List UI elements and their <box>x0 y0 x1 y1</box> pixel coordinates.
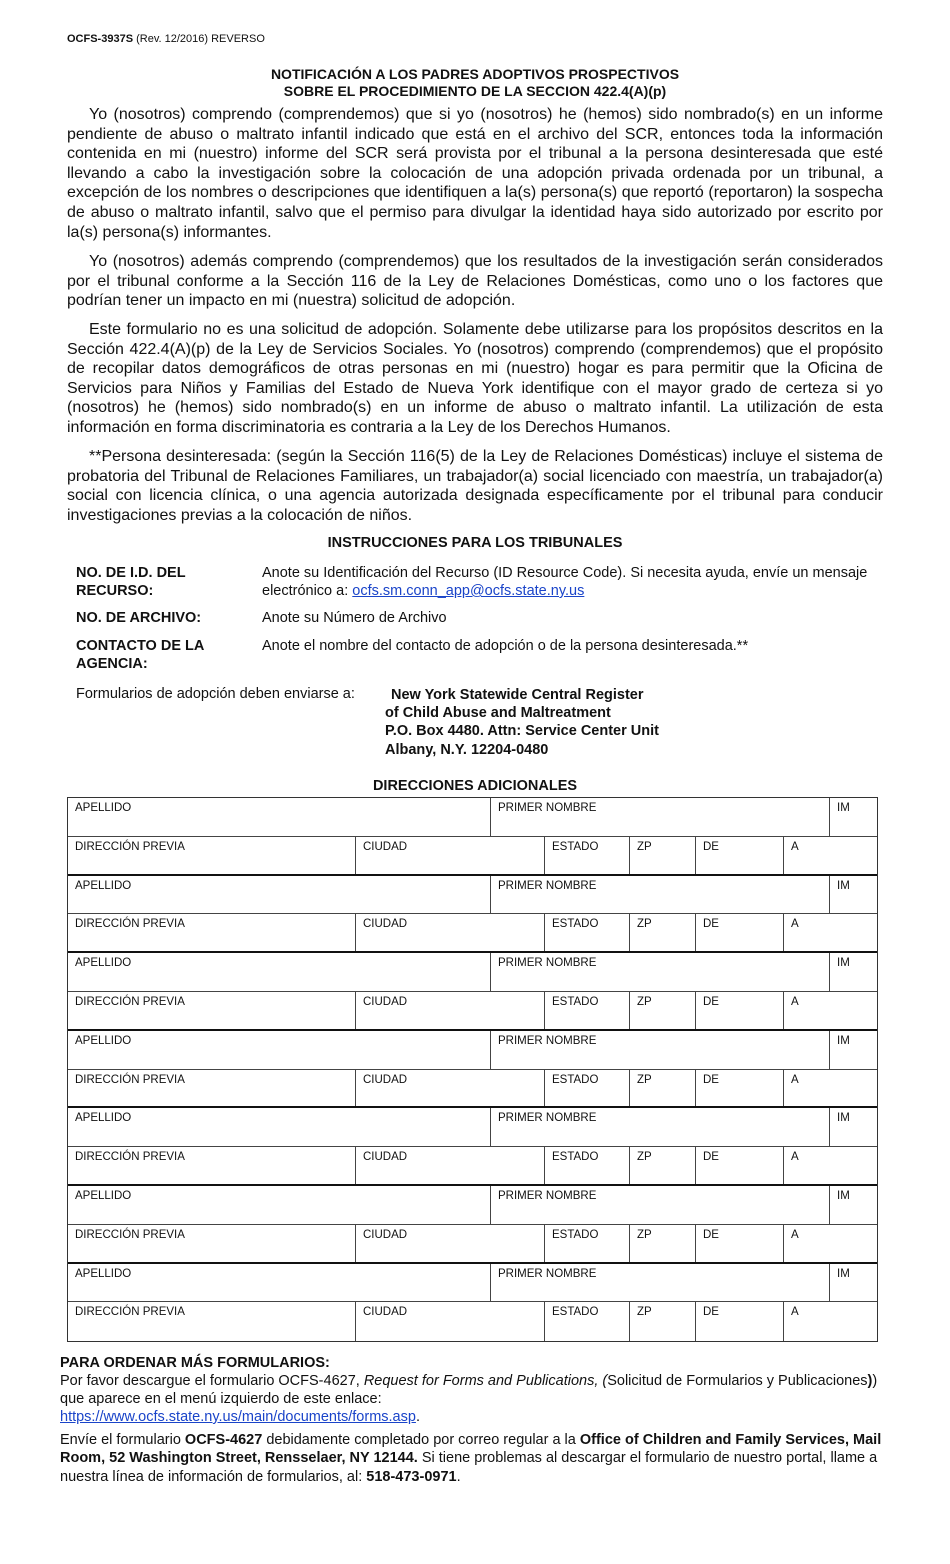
address-line-4: Albany, N.Y. 12204-0480 <box>385 741 549 758</box>
first-name-field[interactable]: PRIMER NOMBRE <box>490 1264 829 1302</box>
file-number-text: Anote su Número de Archivo <box>262 610 447 626</box>
title-line-2: SOBRE EL PROCEDIMIENTO DE LA SECCION 422.4(A)(p) <box>283 83 667 99</box>
instructions-heading: INSTRUCCIONES PARA LOS TRIBUNALES <box>327 535 623 551</box>
from-date-field[interactable]: DE <box>695 992 783 1029</box>
city-field[interactable]: CIUDAD <box>355 914 544 951</box>
previous-address-field[interactable]: DIRECCIÓN PREVIA <box>75 840 185 853</box>
form-revision: (Rev. 12/2016) REVERSO <box>136 33 265 45</box>
to-date-field[interactable]: A <box>783 837 879 874</box>
zip-field[interactable]: ZP <box>629 914 695 951</box>
middle-initial-field[interactable]: IM <box>829 1108 879 1146</box>
state-field[interactable]: ESTADO <box>544 992 629 1029</box>
name-row <box>68 1264 877 1303</box>
state-field[interactable]: ESTADO <box>544 914 629 951</box>
send-text-a: Envíe el formulario <box>60 1432 185 1448</box>
to-date-field[interactable]: A <box>783 1225 879 1262</box>
state-field[interactable]: ESTADO <box>544 1147 629 1184</box>
last-name-field[interactable]: APELLIDO <box>75 1189 132 1202</box>
paragraph-3: Este formulario no es una solicitud de adopción. Solamente debe utilizarse para los propósitos descritos en la Sección 422.4(A)(p) de la Ley de Servicios Sociales. Yo (nosotros) comprendo (comprendemos) que el propósito de recopilar datos demográficos de otras personas en mi (nuestro) hogar es para permitir que la Oficina de Servicios para Niños y Familias del Estado de Nueva York identifique con el mayor grado de certeza si yo (nosotros) he (hemos) sido nombrado(s) en un informe de abuso o maltrato infantil. La utilización de esta información en forma discriminatoria es contraria a la Ley de los Derechos Humanos. <box>67 321 883 436</box>
file-number-label: NO. DE ARCHIVO: <box>76 610 202 626</box>
first-name-field[interactable]: PRIMER NOMBRE <box>490 1108 829 1146</box>
previous-address-field[interactable]: DIRECCIÓN PREVIA <box>75 1306 185 1319</box>
resource-id-label: NO. DE I.D. DEL RECURSO: <box>76 565 186 599</box>
name-row <box>68 1186 877 1225</box>
zip-field[interactable]: ZP <box>629 837 695 874</box>
address-row <box>68 837 877 876</box>
address-row <box>68 914 877 953</box>
from-date-field[interactable]: DE <box>695 1302 783 1341</box>
send-instructions <box>60 1431 895 1486</box>
ordering-text-a: Por favor descargue el formulario OCFS-4627, <box>60 1373 364 1389</box>
ordering-instructions: Por favor descargue el formulario OCFS-4627, Request for Forms and Publications, (Solicitud de Formularios y Publicaciones)) que aparece en el menú izquierdo de este enlace: https://www.ocfs.state.ny.us/main/documents/forms.asp. <box>60 1373 878 1425</box>
first-name-field[interactable]: PRIMER NOMBRE <box>490 798 829 836</box>
paragraph-1: Yo (nosotros) comprendo (comprendemos) que si yo (nosotros) he (hemos) sido nombrado(s) en un informe pendiente de abuso o maltrato infantil indicado que está en el archivo del SCR, entonces toda la información contenida en mi (nuestro) informe del SCR será provista por el tribunal a la persona desinteresada que esté llevando a cabo la investigación sobre la colocación de una adopción privada ordenada por un tribunal, a excepción de los nombres o descripciones que identifiquen a la(s) persona(s) que reportó (reportaron) la sospecha de abuso o maltrato infantil, salvo que el permiso para divulgar la identidad haya sido autorizado por escrito por la(s) persona(s) informantes. <box>67 106 883 241</box>
send-text-end: . <box>456 1468 461 1485</box>
last-name-field[interactable]: APELLIDO <box>75 1034 132 1047</box>
previous-address-field[interactable]: DIRECCIÓN PREVIA <box>75 995 185 1008</box>
state-field[interactable]: ESTADO <box>544 1302 629 1341</box>
zip-field[interactable]: ZP <box>629 1070 695 1107</box>
city-field[interactable]: CIUDAD <box>355 1147 544 1184</box>
from-date-field[interactable]: DE <box>695 1147 783 1184</box>
to-date-field[interactable]: A <box>783 992 879 1029</box>
paragraph-2: Yo (nosotros) además comprendo (comprendemos) que los resultados de la investigación serán considerados por el tribunal conforme a la Sección 116 de la Ley de Relaciones Domésticas, como uno o los factores que podrían tener un impacto en mi (nuestra) solicitud de adopción. <box>67 253 883 310</box>
name-row <box>68 1031 877 1070</box>
state-field[interactable]: ESTADO <box>544 1225 629 1262</box>
from-date-field[interactable]: DE <box>695 1225 783 1262</box>
resource-id-instruction: Anote su Identificación del Recurso (ID Resource Code). Si necesita ayuda, envíe un mensaje electrónico a: <box>262 565 868 599</box>
name-row <box>68 1108 877 1147</box>
first-name-field[interactable]: PRIMER NOMBRE <box>490 1031 829 1069</box>
first-name-field[interactable]: PRIMER NOMBRE <box>490 953 829 991</box>
to-date-field[interactable]: A <box>783 914 879 951</box>
form-code: OCFS-3937S <box>67 33 134 45</box>
zip-field[interactable]: ZP <box>629 1225 695 1262</box>
paragraph-4: **Persona desinteresada: (según la Sección 116(5) de la Ley de Relaciones Domésticas) incluye el sistema de probatoria del Tribunal de Relaciones Familiares, un trabajador(a) social licenciado con maestría, un trabajador(a) social con licencia clínica, o una agencia autorizada designada específicamente por el tribunal para conducir investigaciones previas a la colocación de niños. <box>67 448 883 524</box>
agency-contact-text: Anote el nombre del contacto de adopción o de la persona desinteresada.** <box>262 638 749 654</box>
first-name-field[interactable]: PRIMER NOMBRE <box>490 876 829 914</box>
previous-address-field[interactable]: DIRECCIÓN PREVIA <box>75 918 185 931</box>
form-id-header <box>67 33 265 45</box>
forms-phone: 518-473-0971 <box>366 1468 457 1485</box>
previous-address-field[interactable]: DIRECCIÓN PREVIA <box>75 1151 185 1164</box>
address-row <box>68 1147 877 1186</box>
middle-initial-field[interactable]: IM <box>829 1264 879 1302</box>
from-date-field[interactable]: DE <box>695 1070 783 1107</box>
to-date-field[interactable]: A <box>783 1070 879 1107</box>
send-office-address: Office of Children and Family Services, Mail Room, 52 Washington Street, Rensselaer, NY 12144. <box>60 1432 882 1467</box>
state-field[interactable]: ESTADO <box>544 1070 629 1107</box>
mailing-address <box>385 686 659 759</box>
title-line-1: NOTIFICACIÓN A LOS PADRES ADOPTIVOS PROSPECTIVOS <box>270 66 680 82</box>
forms-page-link[interactable]: https://www.ocfs.state.ny.us/main/documents/forms.asp <box>60 1409 416 1425</box>
zip-field[interactable]: ZP <box>629 1147 695 1184</box>
zip-field[interactable]: ZP <box>629 1302 695 1341</box>
mailing-label: Formularios de adopción deben enviarse a: <box>76 686 355 702</box>
last-name-field[interactable]: APELLIDO <box>75 879 132 892</box>
ordering-form-title: Request for Forms and Publications, ( <box>363 1373 608 1389</box>
from-date-field[interactable]: DE <box>695 837 783 874</box>
previous-address-field[interactable]: DIRECCIÓN PREVIA <box>75 1228 185 1241</box>
city-field[interactable]: CIUDAD <box>355 837 544 874</box>
previous-address-field[interactable]: DIRECCIÓN PREVIA <box>75 1073 185 1086</box>
address-row <box>68 1070 877 1109</box>
last-name-field[interactable]: APELLIDO <box>75 1112 132 1125</box>
city-field[interactable]: CIUDAD <box>355 992 544 1029</box>
middle-initial-field[interactable]: IM <box>829 1186 879 1224</box>
first-name-field[interactable]: PRIMER NOMBRE <box>490 1186 829 1224</box>
send-text-b: debidamente completado por correo regular a la <box>262 1432 580 1448</box>
send-text-c: Si tiene problemas al descargar el formulario de nuestro portal, llame a nuestra línea de información de formularios, al: <box>60 1450 878 1485</box>
address-line-3: P.O. Box 4480. Attn: Service Center Unit <box>385 723 659 740</box>
resource-id-text <box>262 564 882 600</box>
zip-field[interactable]: ZP <box>629 992 695 1029</box>
name-row <box>68 798 877 837</box>
address-line-2: of Child Abuse and Maltreatment <box>385 705 611 722</box>
ordering-text-b: Solicitud de Formularios y Publicaciones <box>607 1373 868 1389</box>
address-row <box>68 1225 877 1264</box>
city-field[interactable]: CIUDAD <box>355 1225 544 1262</box>
agency-contact-label: CONTACTO DE LA AGENCIA: <box>76 638 204 672</box>
additional-addresses-heading: DIRECCIONES ADICIONALES <box>372 778 578 794</box>
to-date-field[interactable]: A <box>783 1302 879 1341</box>
middle-initial-field[interactable]: IM <box>829 876 879 914</box>
page-title <box>67 66 883 100</box>
address-line-1: New York Statewide Central Register <box>391 687 644 703</box>
support-email-link[interactable]: ocfs.sm.conn_app@ocfs.state.ny.us <box>352 583 585 599</box>
last-name-field[interactable]: APELLIDO <box>75 802 132 814</box>
middle-initial-field[interactable]: IM <box>829 1031 879 1069</box>
additional-addresses-table <box>67 797 878 1342</box>
state-field[interactable]: ESTADO <box>544 837 629 874</box>
last-name-field[interactable]: APELLIDO <box>75 1267 132 1280</box>
address-row <box>68 1302 877 1341</box>
to-date-field[interactable]: A <box>783 1147 879 1184</box>
from-date-field[interactable]: DE <box>695 914 783 951</box>
last-name-field[interactable]: APELLIDO <box>75 957 132 970</box>
ordering-text-c: ) que aparece en el menú izquierdo de este enlace: <box>60 1373 878 1407</box>
name-row <box>68 876 877 915</box>
ordering-heading: PARA ORDENAR MÁS FORMULARIOS: <box>60 1355 330 1371</box>
city-field[interactable]: CIUDAD <box>355 1302 544 1341</box>
middle-initial-field[interactable]: IM <box>829 798 879 836</box>
middle-initial-field[interactable]: IM <box>829 953 879 991</box>
name-row <box>68 953 877 992</box>
city-field[interactable]: CIUDAD <box>355 1070 544 1107</box>
address-row <box>68 992 877 1031</box>
send-form-code: OCFS-4627 <box>184 1432 263 1448</box>
